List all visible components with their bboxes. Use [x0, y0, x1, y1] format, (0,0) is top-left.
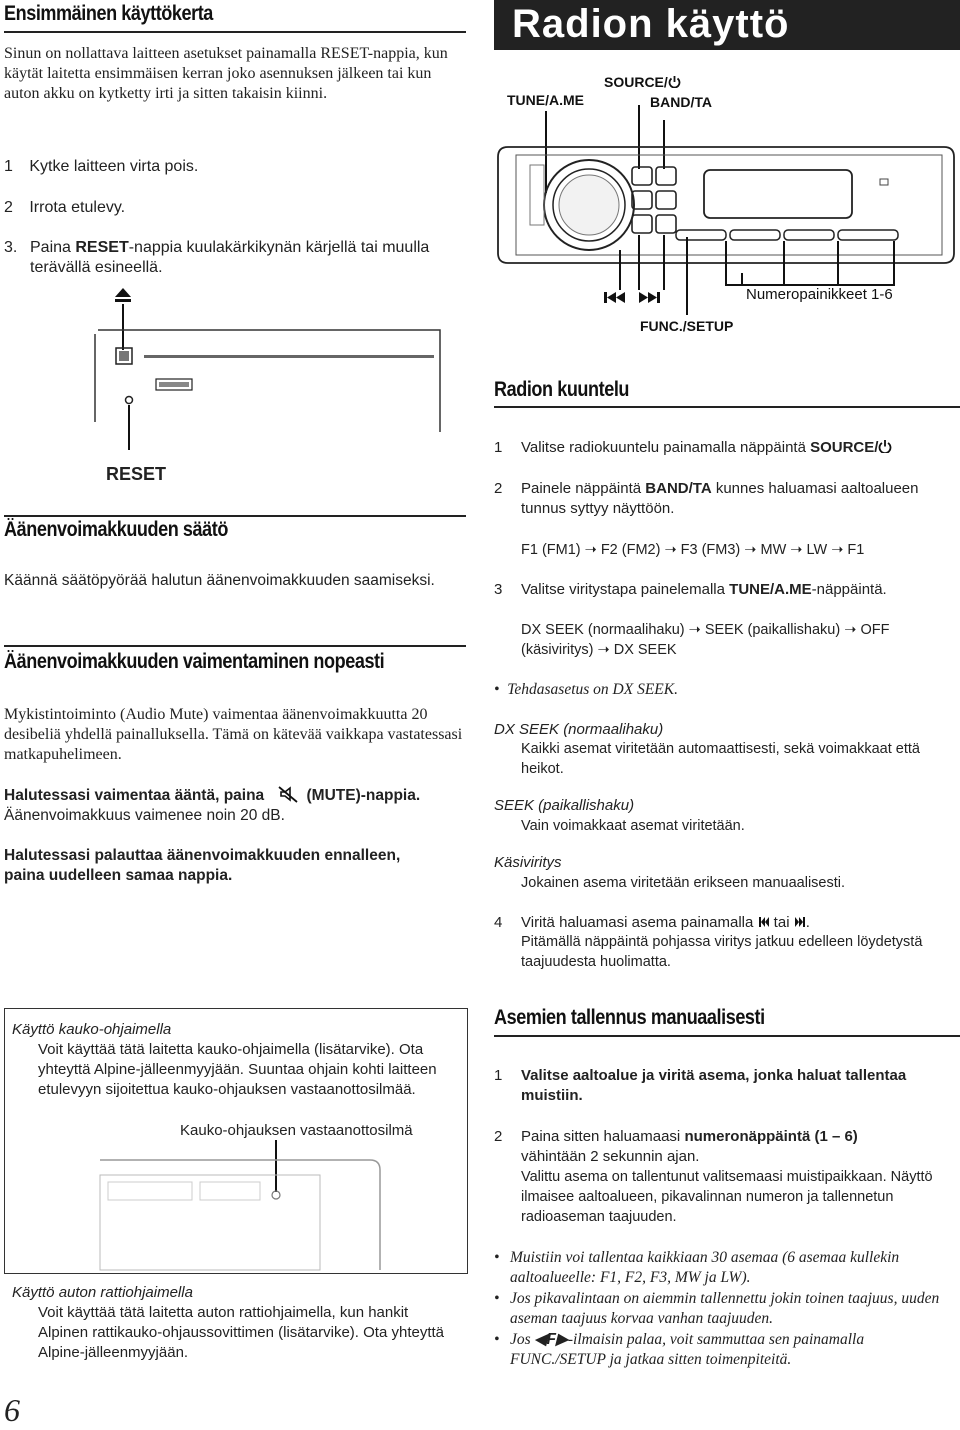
dx-title: DX SEEK (normaalihaku): [494, 721, 664, 738]
first-use-intro: Sinun on nollattava laitteen asetukset painamalla RESET-nappia, kun käytät laitetta ensimmäisen kerran joko asennuksen jälkeen tai kun auton akku on kytketty irti ja sitten takaisin kiinni.: [4, 45, 448, 102]
front-panel-diagram: [80, 1140, 460, 1272]
mute-heading: Äänenvoimakkuuden vaimentaminen nopeasti: [4, 650, 385, 673]
seek-title: SEEK (paikallishaku): [494, 797, 635, 814]
numbers-label: Numeropainikkeet 1-6: [746, 286, 893, 303]
step-3-num: 3.: [4, 239, 18, 256]
listen-step-3-num: 3: [494, 581, 503, 598]
power-icon: [878, 439, 892, 453]
store-step-2-num: 2: [494, 1128, 503, 1145]
listen-step-1: Valitse radiokuuntelu painamalla näppäintä SOURCE/: [521, 438, 960, 458]
store-heading: Asemien tallennus manuaalisesti: [494, 1006, 765, 1029]
band-label: BAND/TA: [650, 94, 712, 110]
store-bullet-1: • Muistiin voi tallentaa kaikkiaan 30 asemaa (6 asemaa kullekin aaltoalueelle: F1, F2, F3, MW ja LW).: [494, 1249, 900, 1286]
head-unit-diagram: [494, 105, 960, 345]
mute-step-1-result: Äänenvoimakkuus vaimenee noin 20 dB.: [4, 807, 285, 824]
remote-title: Käyttö kauko-ohjaimella: [12, 1021, 172, 1038]
heading-rule: [4, 645, 466, 647]
prev-next-icon: [604, 292, 660, 303]
listen-heading: Radion kuuntelu: [494, 378, 630, 401]
volume-heading: Äänenvoimakkuuden säätö: [4, 518, 228, 541]
eject-icon: [115, 288, 131, 302]
mute-text: Mykistintoiminto (Audio Mute) vaimentaa äänenvoimakkuutta 20 desibeliä yhdellä painalluksella. Tämä on kätevää vaikkapa vastatessasi matkapuhelimeen.: [4, 706, 463, 763]
steering-title: Käyttö auton rattiohjaimella: [12, 1284, 193, 1301]
mute-step-1: Halutessasi vaimentaa ääntä, paina (MUTE)-nappia.: [4, 787, 421, 804]
power-icon: [668, 75, 681, 88]
heading-rule: [4, 515, 466, 517]
reset-diagram: [80, 282, 460, 482]
f-indicator-icon: ◀F▶: [534, 1331, 568, 1348]
listen-step-1-num: 1: [494, 439, 503, 456]
mute-step-2: Halutessasi palauttaa äänenvoimakkuuden ennalleen, paina uudelleen samaa nappia.: [4, 847, 401, 884]
step-2: 2 Irrota etulevy.: [4, 199, 126, 216]
heading-rule: [4, 31, 466, 33]
band-sequence: F1 (FM1) ➝ F2 (FM2) ➝ F3 (FM3) ➝ MW ➝ LW ➝ F1: [521, 542, 865, 558]
store-bullet-3: • Jos ◀F▶-ilmaisin palaa, voit sammuttaa sen painamalla FUNC./SETUP ja jatkaa sitten toimenpiteitä.: [494, 1331, 865, 1368]
radio-banner: Radion käyttö: [494, 0, 960, 50]
next-icon: [794, 916, 806, 928]
manual-title: Käsiviritys: [494, 854, 562, 871]
listen-step-4-text: Pitämällä näppäintä pohjassa viritys jatkuu edelleen löydetystä taajuudesta huolimatta.: [521, 934, 923, 970]
step-1: 1 Kytke laitteen virta pois.: [4, 158, 199, 175]
store-bullet-2: • Jos pikavalintaan on aiemmin tallennettu jokin toinen taajuus, uuden aseman taajuus korvaa vanhan taajuuden.: [494, 1290, 940, 1327]
step-3-text: Paina RESET-nappia kuulakärkikynän kärjellä tai muulla terävällä esineellä.: [30, 239, 430, 276]
store-step-2-text: Valittu asema on tallentunut valitsemaasi muistipaikkaan. Näyttö ilmaisee aaltoalueen, pikavalinnan numeron ja tallennetun radioaseman taajuuden.: [521, 1169, 933, 1225]
manual-text: Jokainen asema viritetään erikseen manuaalisesti.: [521, 875, 846, 891]
mute-icon: [277, 785, 305, 803]
first-use-heading: Ensimmäinen käyttökerta: [4, 2, 213, 25]
seek-text: Vain voimakkaat asemat viritetään.: [521, 818, 745, 834]
remote-text: Voit käyttää tätä laitetta kauko-ohjaimella (lisätarvike). Ota yhteyttä Alpine-jälleenmyyjään. Suuntaa ohjain kohti laitteen etulevyyn sijoitettua kauko-ohjauksen vastaanottosilmää.: [38, 1041, 437, 1098]
volume-text: Käännä säätöpyörää halutun äänenvoimakkuuden saamiseksi.: [4, 572, 435, 589]
tune-label: TUNE/A.ME: [507, 92, 584, 108]
heading-rule: [494, 406, 960, 408]
default-note: • Tehdasasetus on DX SEEK.: [494, 681, 678, 698]
seek-modes: DX SEEK (normaalihaku) ➝ SEEK (paikallishaku) ➝ OFF (käsiviritys) ➝ DX SEEK: [521, 622, 890, 658]
store-step-1: Valitse aaltoalue ja viritä asema, jonka haluat tallentaa muistiin.: [521, 1067, 907, 1104]
dx-text: Kaikki asemat viritetään automaattisesti, sekä voimakkaat että heikot.: [521, 741, 920, 777]
listen-step-2: Painele näppäintä BAND/TA kunnes haluamasi aaltoalueen tunnus syttyy näyttöön.: [521, 480, 919, 517]
heading-rule: [494, 1035, 960, 1037]
store-step-2: Paina sitten haluamaasi numeronäppäintä (1 – 6) vähintään 2 sekunnin ajan.: [521, 1128, 858, 1165]
listen-step-4-num: 4: [494, 914, 503, 931]
func-label: FUNC./SETUP: [640, 318, 734, 334]
reset-label: RESET: [106, 464, 167, 484]
listen-step-3: Valitse viritystapa painelemalla TUNE/A.ME-näppäintä.: [521, 581, 887, 598]
page-number: 6: [4, 1392, 20, 1428]
store-step-1-num: 1: [494, 1067, 503, 1084]
prev-icon: [758, 916, 770, 928]
source-label: SOURCE/: [604, 74, 681, 90]
listen-step-4: Viritä haluamasi asema painamalla tai .: [521, 914, 810, 931]
steering-text: Voit käyttää tätä laitetta auton rattiohjaimella, kun hankit Alpinen rattikauko-ohjaussovittimen (lisätarvike). Ota yhteyttä Alpine-jälleenmyyjään.: [38, 1304, 445, 1361]
listen-step-2-num: 2: [494, 480, 503, 497]
sensor-label: Kauko-ohjauksen vastaanottosilmä: [180, 1122, 413, 1139]
